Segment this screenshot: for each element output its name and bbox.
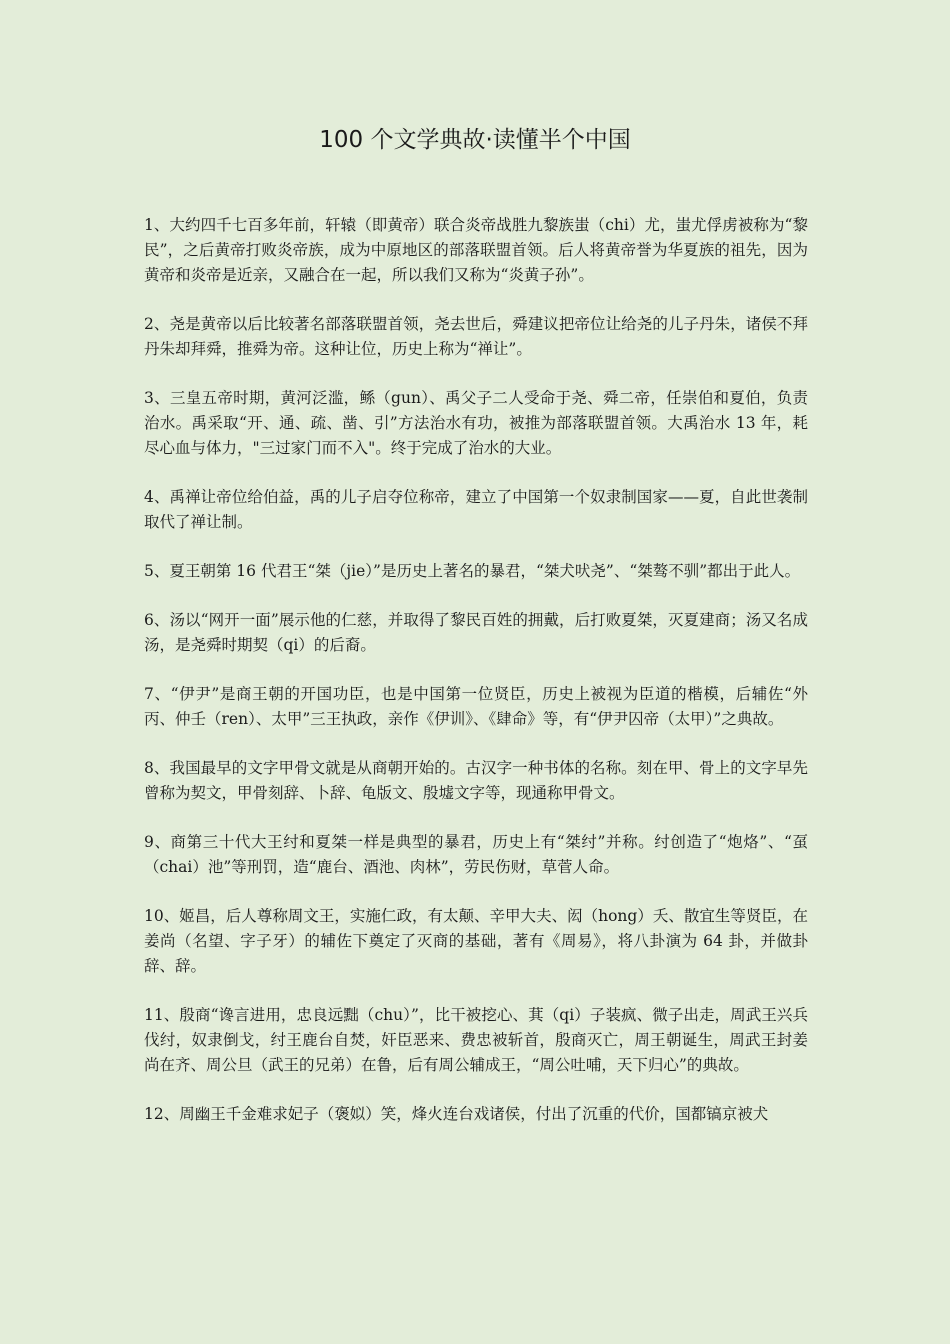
document-title: 100 个文学典故·读懂半个中国 (319, 127, 631, 153)
paragraph-11: 11、殷商“谗言进用，忠良远黜（chu）”，比干被挖心、萁（qi）子装疯、微子出走，周武王兴兵伐纣，奴隶倒戈，纣王鹿台自焚，奸臣恶来、费忠被斩首，殷商灭亡，周王朝诞生，周武王封姜尚在齐、周公旦（武王的兄弟）在鲁，后有周公辅成王，“周公吐哺，天下归心”的典故。 (144, 1006, 808, 1074)
paragraph-2: 2、尧是黄帝以后比较著名部落联盟首领，尧去世后，舜建议把帝位让给尧的儿子丹朱，诸侯不拜丹朱却拜舜，推舜为帝。这种让位，历史上称为“禅让”。 (144, 315, 808, 358)
paragraph-7: 7、“伊尹”是商王朝的开国功臣，也是中国第一位贤臣，历史上被视为臣道的楷模，后辅佐“外丙、仲壬（ren）、太甲”三王执政，亲作《伊训》、《肆命》等，有“伊尹囚帝（太甲）”之典故。 (144, 685, 808, 728)
paragraph-1: 1、大约四千七百多年前，轩辕（即黄帝）联合炎帝战胜九黎族蚩（chi）尤，蚩尤俘虏被称为“黎民”，之后黄帝打败炎帝族，成为中原地区的部落联盟首领。后人将黄帝誉为华夏族的祖先，因为黄帝和炎帝是近亲，又融合在一起，所以我们又称为“炎黄子孙”。 (144, 216, 808, 284)
paragraph-5: 5、夏王朝第 16 代君王“桀（jie）”是历史上著名的暴君，“桀犬吠尧”、“桀骜不驯”都出于此人。 (144, 562, 801, 580)
paragraph-9: 9、商第三十代大王纣和夏桀一样是典型的暴君，历史上有“桀纣”并称。纣创造了“炮烙”、“虿（chai）池”等刑罚，造“鹿台、酒池、肉林”，劳民伤财，草菅人命。 (144, 833, 808, 876)
paragraph-10: 10、姬昌，后人尊称周文王，实施仁政，有太颠、辛甲大夫、闳（hong）夭、散宜生等贤臣，在姜尚（名望、字子牙）的辅佐下奠定了灭商的基础，著有《周易》，将八卦演为 64 卦，并做卦辞、辞。 (144, 907, 808, 975)
document-body (144, 213, 808, 1151)
paragraph-3: 3、三皇五帝时期，黄河泛滥，鲧（gun）、禹父子二人受命于尧、舜二帝，任崇伯和夏伯，负责治水。禹采取“开、通、疏、凿、引”方法治水有功，被推为部落联盟首领。大禹治水 13 年，耗尽心血与体力，"三过家门而不入"。终于完成了治水的大业。 (144, 389, 808, 457)
paragraph-8: 8、我国最早的文字甲骨文就是从商朝开始的。古汉字一种书体的名称。刻在甲、骨上的文字早先曾称为契文，甲骨刻辞、卜辞、龟版文、殷墟文字等，现通称甲骨文。 (144, 759, 808, 802)
paragraph-12: 12、周幽王千金难求妃子（褒姒）笑，烽火连台戏诸侯，付出了沉重的代价，国都镐京被犬 (144, 1105, 769, 1123)
paragraph-6: 6、汤以“网开一面”展示他的仁慈，并取得了黎民百姓的拥戴，后打败夏桀，灭夏建商；汤又名成汤，是尧舜时期契（qi）的后裔。 (144, 611, 808, 654)
paragraph-4: 4、禹禅让帝位给伯益，禹的儿子启夺位称帝，建立了中国第一个奴隶制国家——夏，自此世袭制取代了禅让制。 (144, 488, 808, 531)
